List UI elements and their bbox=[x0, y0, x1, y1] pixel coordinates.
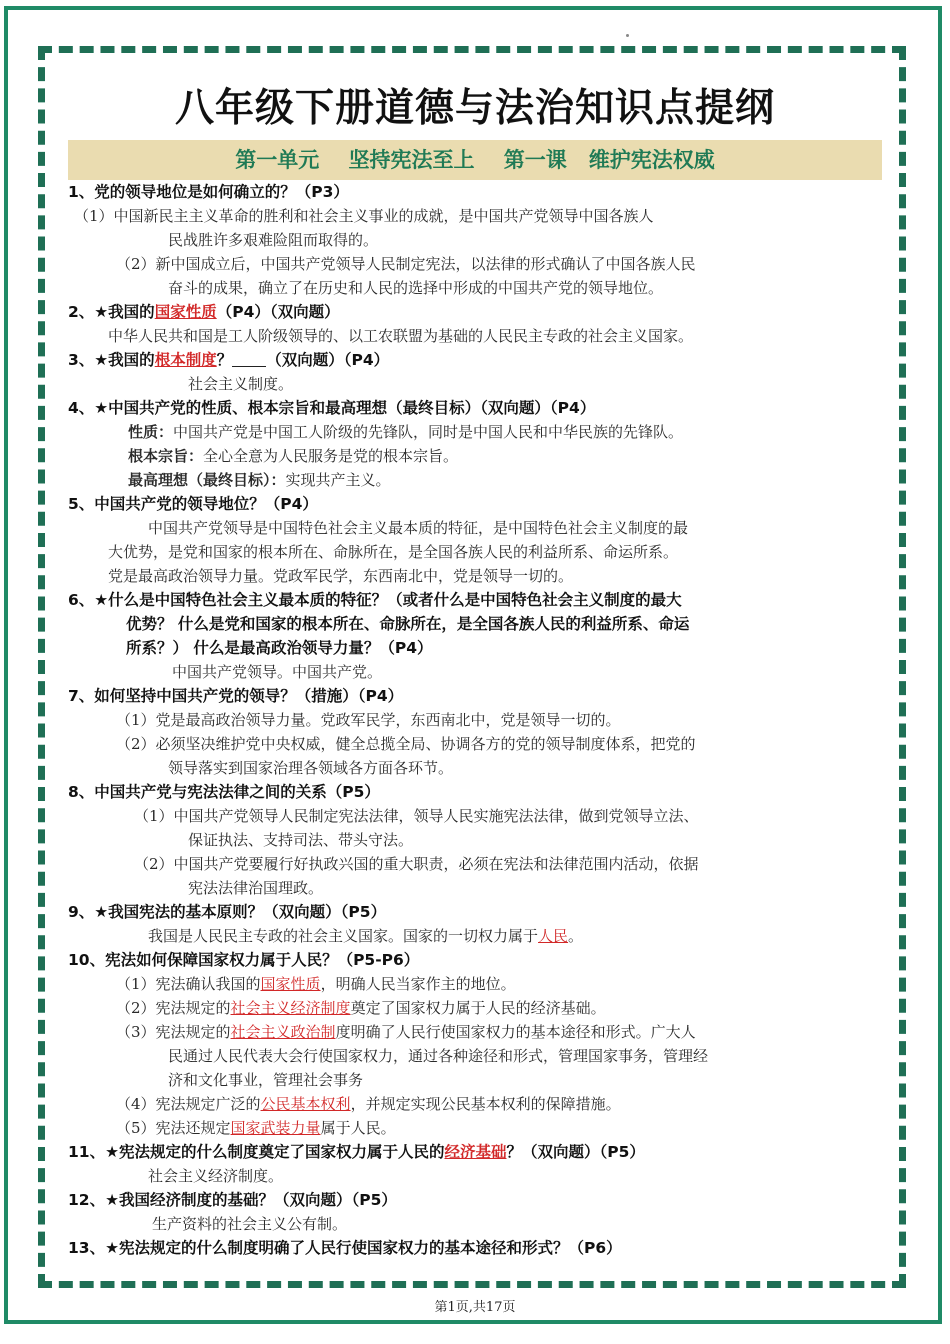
answer-2: 中华人民共和国是工人阶级领导的、以工农联盟为基础的人民民主专政的社会主义国家。 bbox=[108, 327, 694, 345]
answer-4-ideal bbox=[68, 468, 886, 492]
decorative-dot bbox=[626, 34, 629, 37]
page-footer: 第1页,共17页 bbox=[434, 1300, 516, 1315]
answer-8-2-cont: 宪法法律治国理政。 bbox=[188, 879, 324, 897]
answer-10-5 bbox=[68, 1116, 886, 1140]
answer-10-5-highlight: 国家武装力量 bbox=[230, 1119, 321, 1137]
answer-10-3-cont2: 济和文化事业，管理社会事务 bbox=[168, 1071, 364, 1089]
answer-10-2-pre: （2）宪法规定的 bbox=[116, 999, 231, 1017]
answer-9-highlight: 人民 bbox=[538, 927, 569, 945]
answer-10-1-post: ，明确人民当家作主的地位。 bbox=[320, 975, 516, 993]
question-1: 1、党的领导地位是如何确立的？（P3） bbox=[68, 183, 349, 201]
answer-10-1-highlight: 国家性质 bbox=[260, 975, 321, 993]
answer-8-2: （2）中国共产党要履行好执政兴国的重大职责，必须在宪法和法律范围内活动，依据 bbox=[134, 855, 699, 873]
question-2 bbox=[68, 300, 886, 324]
question-13: 13、★宪法规定的什么制度明确了人民行使国家权力的基本途径和形式？（P6） bbox=[68, 1239, 622, 1257]
question-6: 6、★什么是中国特色社会主义最本质的特征？（或者什么是中国特色社会主义制度的最大 bbox=[68, 591, 682, 609]
question-2-suffix: （P4）（双向题） bbox=[216, 303, 340, 321]
answer-3: 社会主义制度。 bbox=[188, 375, 294, 393]
answer-12: 生产资料的社会主义公有制。 bbox=[152, 1215, 348, 1233]
question-6-cont2: 所系？） 什么是最高政治领导力量？（P4） bbox=[126, 639, 433, 657]
blank-underline bbox=[232, 350, 266, 367]
answer-10-4-highlight: 公民基本权利 bbox=[260, 1095, 351, 1113]
answer-1-1-cont: 民战胜许多艰难险阻而取得的。 bbox=[168, 231, 379, 249]
answer-11: 社会主义经济制度。 bbox=[148, 1167, 284, 1185]
answer-7-1: （1）党是最高政治领导力量。党政军民学，东西南北中，党是领导一切的。 bbox=[116, 711, 621, 729]
question-8: 8、中国共产党与宪法法律之间的关系（P5） bbox=[68, 783, 380, 801]
answer-4-nature bbox=[68, 420, 886, 444]
question-3 bbox=[68, 348, 886, 372]
answer-10-3 bbox=[68, 1020, 886, 1044]
answer-10-2-highlight: 社会主义经济制度 bbox=[230, 999, 351, 1017]
text-purpose: 全心全意为人民服务是党的根本宗旨。 bbox=[203, 447, 459, 465]
answer-8-1-cont: 保证执法、支持司法、带头守法。 bbox=[188, 831, 414, 849]
answer-10-3-cont: 民通过人民代表大会行使国家权力，通过各种途径和形式，管理国家事务，管理经 bbox=[168, 1047, 709, 1065]
answer-7-2: （2）必须坚决维护党中央权威，健全总揽全局、协调各方的党的领导制度体系，把党的 bbox=[116, 735, 696, 753]
answer-10-4-post: ，并规定实现公民基本权利的保障措施。 bbox=[350, 1095, 621, 1113]
answer-10-5-post: 属于人民。 bbox=[320, 1119, 396, 1137]
question-3-prefix: 3、★我国的 bbox=[68, 351, 155, 369]
answer-1-1: （1）中国新民主主义革命的胜利和社会主义事业的成就，是中国共产党领导中国各族人 bbox=[74, 207, 654, 225]
answer-10-3-pre: （3）宪法规定的 bbox=[116, 1023, 231, 1041]
question-3-mark: ？ bbox=[216, 351, 233, 369]
label-nature: 性质： bbox=[128, 423, 174, 441]
question-6-cont: 优势？ 什么是党和国家的根本所在、命脉所在，是全国各族人民的利益所系、命运 bbox=[126, 615, 690, 633]
answer-5-2: 大优势，是党和国家的根本所在、命脉所在，是全国各族人民的利益所系、命运所系。 bbox=[108, 543, 679, 561]
answer-9-end: 。 bbox=[568, 927, 584, 945]
text-nature: 中国共产党是中国工人阶级的先锋队，同时是中国人民和中华民族的先锋队。 bbox=[173, 423, 684, 441]
answer-8-1: （1）中国共产党领导人民制定宪法法律，领导人民实施宪法法律，做到党领导立法、 bbox=[134, 807, 699, 825]
answer-1-2-cont: 奋斗的成果，确立了在历史和人民的选择中形成的中国共产党的领导地位。 bbox=[168, 279, 664, 297]
answer-10-5-pre: （5）宪法还规定 bbox=[116, 1119, 231, 1137]
unit-heading: 第一单元 坚持宪法至上 第一课 维护宪法权威 bbox=[68, 140, 882, 180]
question-7: 7、如何坚持中国共产党的领导？（措施）（P4） bbox=[68, 687, 404, 705]
answer-10-2-post: 奠定了国家权力属于人民的经济基础。 bbox=[350, 999, 606, 1017]
outline-content bbox=[68, 180, 886, 1260]
question-3-suffix: （双向题）（P4） bbox=[266, 351, 390, 369]
answer-5-1: 中国共产党领导是中国特色社会主义最本质的特征，是中国特色社会主义制度的最 bbox=[148, 519, 689, 537]
answer-7-2-cont: 领导落实到国家治理各领域各方面各环节。 bbox=[168, 759, 454, 777]
question-11 bbox=[68, 1140, 886, 1164]
label-ideal: 最高理想（最终目标）： bbox=[128, 471, 286, 489]
answer-9 bbox=[68, 924, 886, 948]
answer-4-purpose bbox=[68, 444, 886, 468]
answer-10-4 bbox=[68, 1092, 886, 1116]
question-2-highlight: 国家性质 bbox=[154, 303, 217, 321]
question-2-prefix: 2、★我国的 bbox=[68, 303, 155, 321]
answer-5-3: 党是最高政治领导力量。党政军民学，东西南北中，党是领导一切的。 bbox=[108, 567, 574, 585]
question-12: 12、★我国经济制度的基础？（双向题）（P5） bbox=[68, 1191, 397, 1209]
question-11-suffix: ？（双向题）（P5） bbox=[506, 1143, 645, 1161]
answer-9-text: 我国是人民民主专政的社会主义国家。国家的一切权力属于 bbox=[148, 927, 539, 945]
question-9: 9、★我国宪法的基本原则？（双向题）（P5） bbox=[68, 903, 387, 921]
answer-10-2 bbox=[68, 996, 886, 1020]
question-11-highlight: 经济基础 bbox=[444, 1143, 507, 1161]
question-4: 4、★中国共产党的性质、根本宗旨和最高理想（最终目标）（双向题）（P4） bbox=[68, 399, 596, 417]
answer-10-1-pre: （1）宪法确认我国的 bbox=[116, 975, 261, 993]
page-title: 八年级下册道德与法治知识点提纲 bbox=[174, 86, 775, 131]
question-10: 10、宪法如何保障国家权力属于人民？（P5-P6） bbox=[68, 951, 420, 969]
answer-10-1 bbox=[68, 972, 886, 996]
question-3-highlight: 根本制度 bbox=[154, 351, 217, 369]
answer-10-3-post: 度明确了人民行使国家权力的基本途径和形式。广大人 bbox=[335, 1023, 696, 1041]
answer-1-2: （2）新中国成立后，中国共产党领导人民制定宪法，以法律的形式确认了中国各族人民 bbox=[116, 255, 696, 273]
answer-10-4-pre: （4）宪法规定广泛的 bbox=[116, 1095, 261, 1113]
question-5: 5、中国共产党的领导地位？（P4） bbox=[68, 495, 318, 513]
answer-10-3-highlight: 社会主义政治制 bbox=[230, 1023, 336, 1041]
question-11-prefix: 11、★宪法规定的什么制度奠定了国家权力属于人民的 bbox=[68, 1143, 445, 1161]
text-ideal: 实现共产主义。 bbox=[285, 471, 391, 489]
answer-6: 中国共产党领导。中国共产党。 bbox=[172, 663, 383, 681]
label-purpose: 根本宗旨： bbox=[128, 447, 204, 465]
